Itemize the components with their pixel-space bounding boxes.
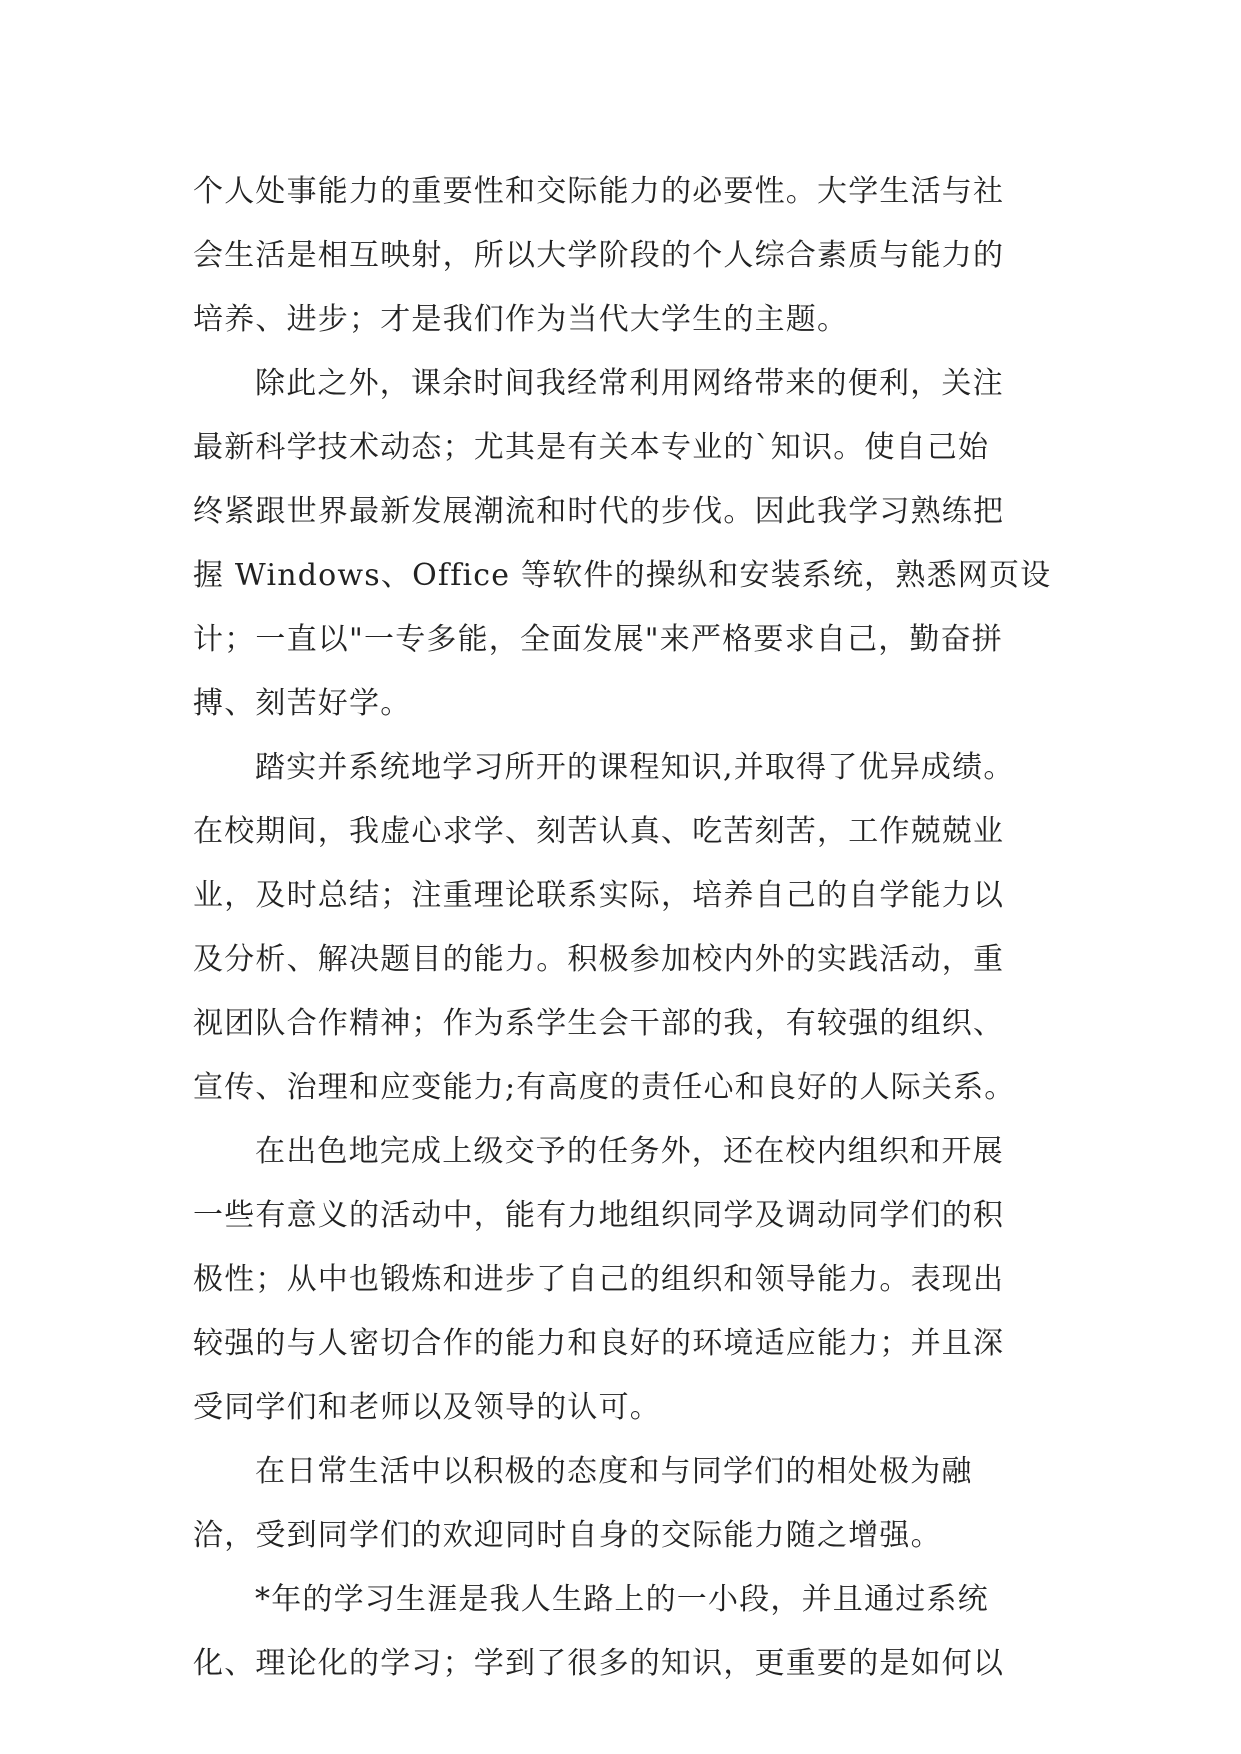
text-line: 宣传、治理和应变能力;有高度的责任心和良好的人际关系。 (193, 1070, 1016, 1105)
text-line: 及分析、解决题目的能力。积极参加校内外的实践活动，重 (193, 942, 1005, 977)
text-line: 一些有意义的活动中，能有力地组织同学及调动同学们的积 (193, 1198, 1005, 1233)
text-line: 洽，受到同学们的欢迎同时自身的交际能力随之增强。 (193, 1518, 942, 1553)
text-line: 个人处事能力的重要性和交际能力的必要性。大学生活与社 (193, 174, 1005, 209)
text-line: 计；一直以"一专多能，全面发展"来严格要求自己，勤奋拼 (193, 622, 1003, 657)
text-line: 极性；从中也锻炼和进步了自己的组织和领导能力。表现出 (193, 1262, 1005, 1297)
text-line: 在校期间，我虚心求学、刻苦认真、吃苦刻苦，工作兢兢业 (193, 814, 1005, 849)
text-line: 最新科学技术动态；尤其是有关本专业的`知识。使自己始 (193, 430, 990, 465)
text-line: 受同学们和老师以及领导的认可。 (193, 1390, 661, 1425)
text-line: 化、理论化的学习；学到了很多的知识，更重要的是如何以 (193, 1646, 1005, 1681)
paragraph-start-line: *年的学习生涯是我人生路上的一小段，并且通过系统 (255, 1582, 989, 1617)
paragraph-start-line: 在出色地完成上级交予的任务外，还在校内组织和开展 (255, 1134, 1004, 1169)
paragraph-start-line: 踏实并系统地学习所开的课程知识,并取得了优异成绩。 (255, 750, 1015, 785)
text-line: 搏、刻苦好学。 (193, 686, 412, 721)
text-line: 较强的与人密切合作的能力和良好的环境适应能力；并且深 (193, 1326, 1005, 1361)
paragraph-start-line: 除此之外，课余时间我经常利用网络带来的便利，关注 (255, 366, 1004, 401)
text-line: 会生活是相互映射，所以大学阶段的个人综合素质与能力的 (193, 238, 1005, 273)
text-line: 培养、进步；才是我们作为当代大学生的主题。 (193, 302, 849, 337)
document-body (193, 160, 1053, 1696)
text-line: 业，及时总结；注重理论联系实际，培养自己的自学能力以 (193, 878, 1005, 913)
paragraph-start-line: 在日常生活中以积极的态度和与同学们的相处极为融 (255, 1454, 973, 1489)
text-line: 视团队合作精神；作为系学生会干部的我，有较强的组织、 (193, 1006, 1005, 1041)
text-line: 握 Windows、Office 等软件的操纵和安装系统，熟悉网页设 (193, 558, 1052, 593)
text-line: 终紧跟世界最新发展潮流和时代的步伐。因此我学习熟练把 (193, 494, 1005, 529)
